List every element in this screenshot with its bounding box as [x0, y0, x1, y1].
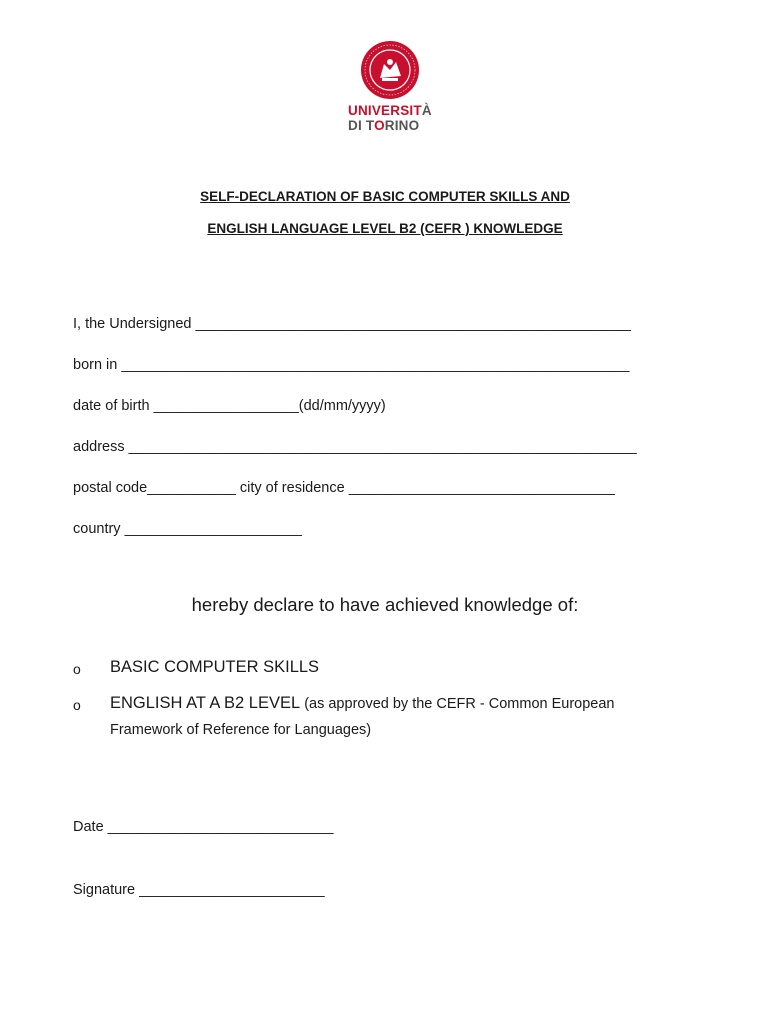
logo-text-universita: UNIVERSITÀ: [348, 103, 432, 118]
option-english-b2: [110, 694, 615, 713]
declaration-text: hereby declare to have achieved knowledge of:: [191, 594, 579, 615]
born-in-field[interactable]: born in _______________________________________________________________: [73, 357, 630, 373]
date-field[interactable]: Date ____________________________: [73, 819, 334, 835]
postal-city-field[interactable]: postal code___________ city of residence _________________________________: [73, 480, 615, 496]
checkbox-computer-skills[interactable]: o: [73, 661, 81, 677]
date-of-birth-field[interactable]: date of birth __________________(dd/mm/yyyy): [73, 398, 386, 414]
checkbox-english-b2[interactable]: o: [73, 697, 81, 713]
logo-text-di-torino: DI TORINO: [348, 118, 420, 133]
undersigned-field[interactable]: I, the Undersigned ______________________________________________________: [73, 316, 631, 332]
document-title-line-1: SELF-DECLARATION OF BASIC COMPUTER SKILLS AND: [200, 189, 570, 204]
option-english-note: (as approved by the CEFR - Common European: [300, 696, 615, 712]
option-english-main: ENGLISH AT A B2 LEVEL: [110, 694, 301, 712]
address-field[interactable]: address _______________________________________________________________: [73, 439, 637, 455]
signature-field[interactable]: Signature _______________________: [73, 882, 325, 898]
option-computer-skills: BASIC COMPUTER SKILLS: [110, 658, 320, 676]
country-field[interactable]: country ______________________: [73, 521, 302, 537]
university-seal-icon: [360, 40, 420, 100]
document-title-line-2: ENGLISH LANGUAGE LEVEL B2 (CEFR ) KNOWLEDGE: [207, 221, 563, 236]
option-english-note-continued: Framework of Reference for Languages): [110, 722, 372, 738]
